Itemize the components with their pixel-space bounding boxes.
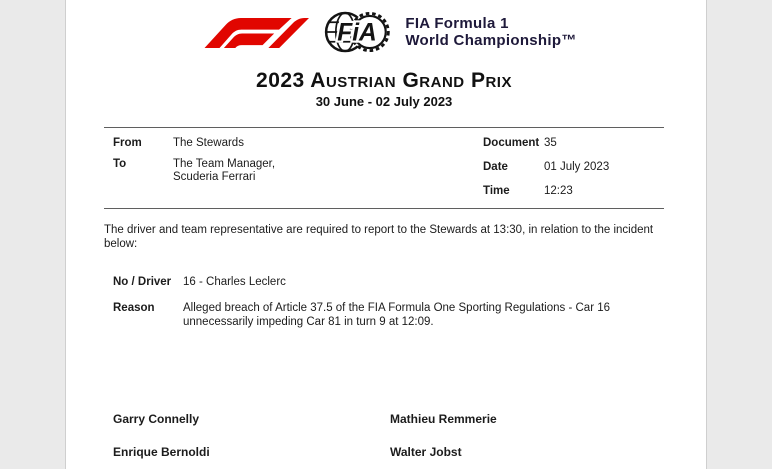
brand-line-1: FIA Formula 1 <box>405 15 509 32</box>
to-label: To <box>113 158 127 170</box>
to-value-line1: The Team Manager, <box>173 158 276 170</box>
from-label: From <box>113 137 142 149</box>
reason-label: Reason <box>113 302 155 314</box>
brand-line-2: World Championship™ <box>405 32 577 49</box>
meta-section <box>104 127 664 209</box>
event-title: 2023 Austrian Grand Prix <box>256 69 512 92</box>
no-driver-value: 16 - Charles Leclerc <box>183 276 286 288</box>
reason-value: Alleged breach of Article 37.5 of the FIA Formula One Sporting Regulations - Car 16 unnecessarily impeding Car 81 in turn 9 at 12:09. <box>183 302 611 328</box>
fia-monogram-text: FiA <box>337 19 378 47</box>
document-info-table <box>483 137 664 208</box>
steward-name: Walter Jobst <box>390 445 462 459</box>
fia-logo-icon <box>319 10 395 54</box>
document-label: Document <box>483 137 540 149</box>
date-value: 01 July 2023 <box>544 161 610 173</box>
from-value: The Stewards <box>173 137 244 149</box>
event-dates: 30 June - 02 July 2023 <box>315 94 453 109</box>
to-value <box>173 158 483 184</box>
document-page <box>65 0 707 469</box>
document-number: 35 <box>544 137 557 149</box>
no-driver-row <box>113 275 664 289</box>
no-driver-label: No / Driver <box>113 276 172 288</box>
stewards-signatures <box>113 413 664 459</box>
time-label: Time <box>483 185 510 197</box>
from-to-table <box>113 137 483 208</box>
steward-name: Enrique Bernoldi <box>113 445 210 459</box>
steward-name: Mathieu Remmerie <box>390 412 497 426</box>
time-value: 12:23 <box>544 185 573 197</box>
to-value-line2: Scuderia Ferrari <box>173 171 256 183</box>
title-block <box>104 69 664 109</box>
reason-row <box>113 301 664 329</box>
f1-logo-icon <box>191 17 309 48</box>
steward-name: Garry Connelly <box>113 412 200 426</box>
championship-wordmark <box>405 15 576 49</box>
date-label: Date <box>483 161 508 173</box>
summons-paragraph: The driver and team representative are required to report to the Stewards at 13:30, in relation to the incident below: <box>104 224 654 250</box>
document-header <box>104 0 664 54</box>
